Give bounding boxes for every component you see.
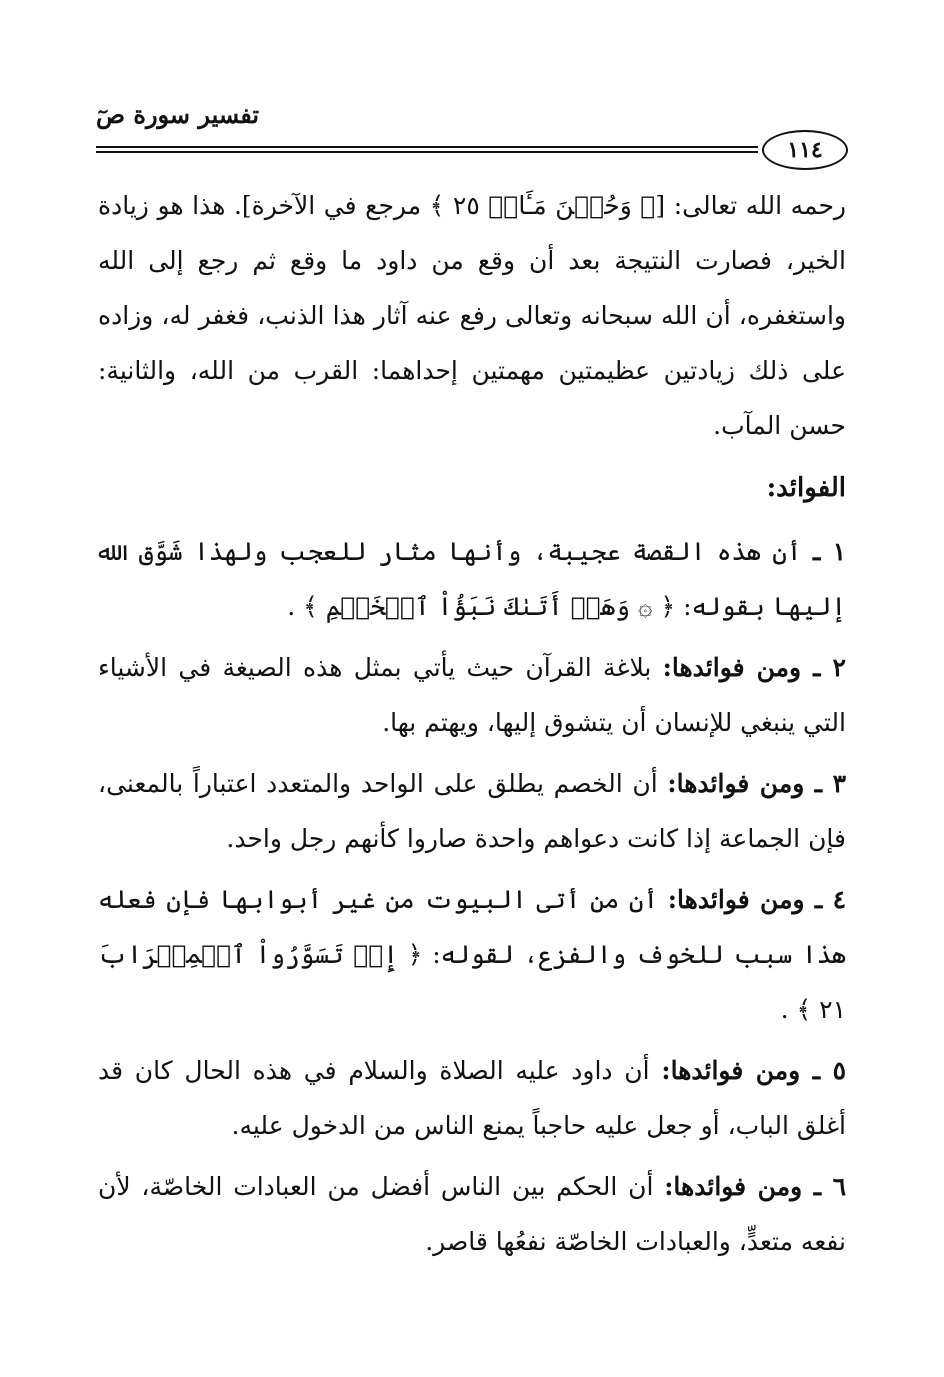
benefit-item — [98, 524, 846, 634]
benefit-lead: ٦ ـ ومن فوائدها: — [664, 1172, 846, 1201]
page-body — [98, 178, 846, 1269]
benefit-text: أن الخصم يطلق على الواحد والمتعدد اعتباراً بالمعنى، فإن الجماعة إذا كانت دعواهم واحدة صاروا كأنهم رجل واحد. — [98, 769, 846, 853]
page-number: ١١٤ — [762, 130, 848, 170]
benefit-lead: ٣ ـ ومن فوائدها: — [667, 769, 846, 798]
section-heading: الفوائد: — [766, 473, 846, 503]
benefit-item — [98, 872, 846, 1037]
benefit-item — [98, 1159, 846, 1269]
page-header — [96, 92, 848, 172]
benefit-text: أن من أتى البيوت من غير أبوابها فإن فعله هذا سبب للخوف والفزع، لقوله: ﴿ إِذۡ تَسَوَّرُواْ ٱلۡمِحۡرَابَ ٢١ ﴾ . — [98, 885, 846, 1024]
benefit-text: أن هذه القصة عجيبة، وأنها مثار للعجب ولهذا شَوَّق الله إليها بقوله: ﴿ ۞ وَهَلۡ أَتَىٰكَ نَبَؤُاْ ٱلۡخَصۡمِ ﴾ . — [98, 537, 846, 621]
header-rule-bottom — [96, 151, 758, 153]
benefit-lead: ٥ ـ ومن فوائدها: — [661, 1056, 847, 1085]
paragraph-intro: رحمه الله تعالى: [﴿ وَحُسۡنَ مَـَٔابٖ ٢٥ ﴾ مرجع في الآخرة]. هذا هو زيادة الخير، فصارت النتيجة بعد أن وقع من داود ما وقع ثم رجع إلى الله واستغفره، أن الله سبحانه وتعالى رفع عنه آثار هذا الذنب، فغفر له، وزاده على ذلك زيادتين عظيمتين مهمتين إحداهما: القرب من الله، والثانية: حسن المآب. — [98, 191, 846, 440]
benefit-item — [98, 1043, 846, 1153]
benefit-item — [98, 756, 846, 866]
benefit-item — [98, 640, 846, 750]
benefit-text: بلاغة القرآن حيث يأتي بمثل هذه الصيغة في الأشياء التي ينبغي للإنسان أن يتشوق إليها، ويهتم بها. — [98, 653, 846, 737]
benefit-text: أن داود عليه الصلاة والسلام في هذه الحال كان قد أغلق الباب، أو جعل عليه حاجباً يمنع الناس من الدخول عليه. — [98, 1056, 846, 1140]
benefit-number: ١ ـ — [813, 537, 847, 566]
running-title: تفسير سورة صٓ — [96, 100, 260, 129]
benefit-text: أن الحكم بين الناس أفضل من العبادات الخاصّة، لأن نفعه متعدٍّ، والعبادات الخاصّة نفعُها قاصر. — [98, 1172, 846, 1256]
benefit-lead: ٤ ـ ومن فوائدها: — [667, 885, 846, 914]
benefit-lead: ٢ ـ ومن فوائدها: — [662, 653, 846, 682]
header-rule-top — [96, 146, 758, 148]
